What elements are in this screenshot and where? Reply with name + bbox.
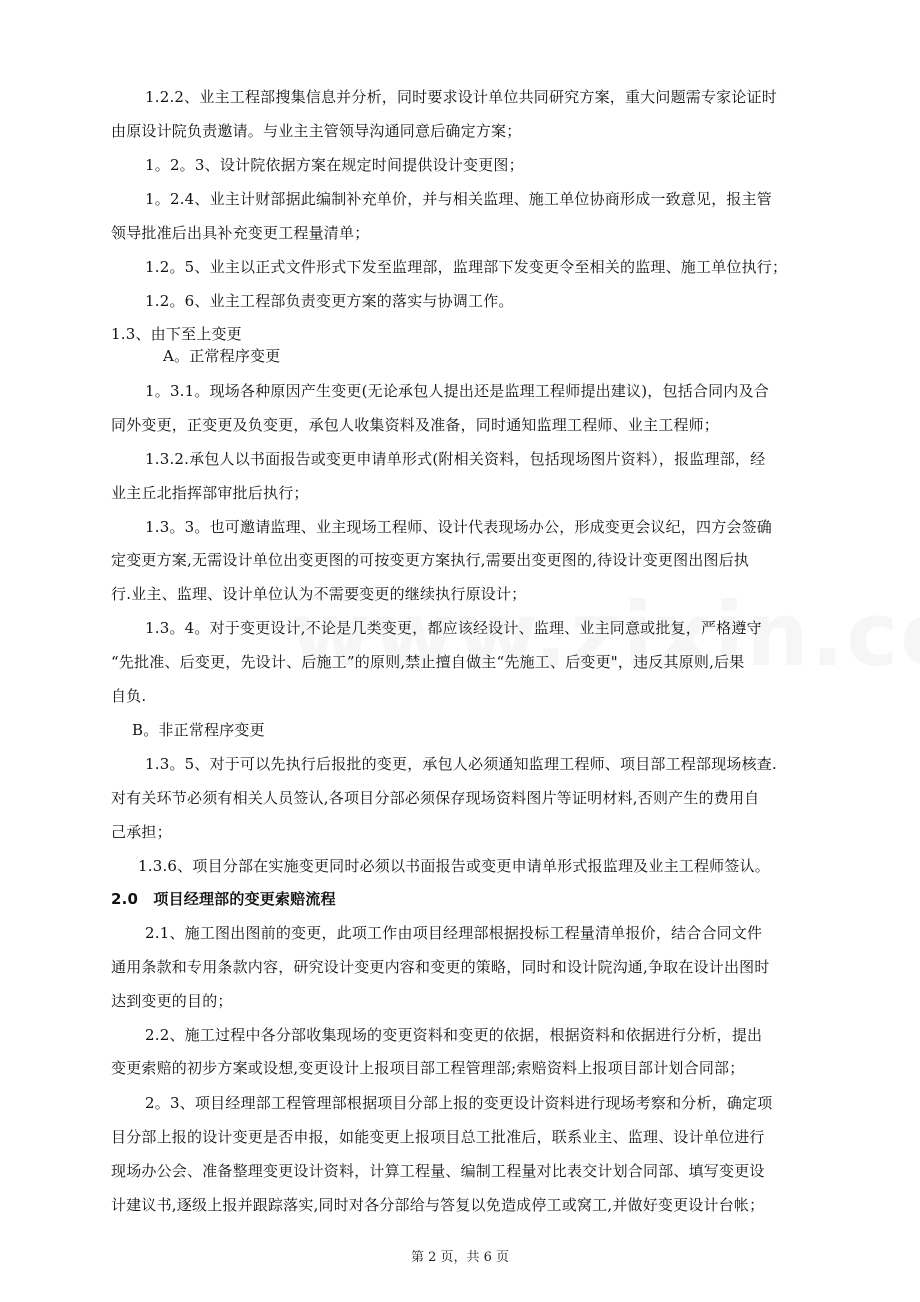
text-line: 通用条款和专用条款内容，研究设计变更内容和变更的策略，同时和设计院沟通,争取在设计出图时 [111,958,770,976]
text-line: 1。2。3、设计院依据方案在规定时间提供设计变更图； [145,156,524,174]
text-line: 由原设计院负责邀请。与业主主管领导沟通同意后确定方案； [111,122,522,140]
text-line: 领导批准后出具补充变更工程量清单； [111,224,370,242]
text-line: 2.1、施工图出图前的变更，此项工作由项目经理部根据投标工程量清单报价，结合合同文件 [145,924,763,942]
text-line: 己承担； [111,823,172,841]
text-line: 对有关环节必须有相关人员签认,各项目分部必须保存现场资料图片等证明材料,否则产生的费用自 [111,789,760,807]
text-line: 变更索赔的初步方案或设想,变更设计上报项目部工程管理部;索赔资料上报项目部计划合同部； [111,1059,745,1077]
text-line: 1。2.4、业主计财部据此编制补充单价，并与相关监理、施工单位协商形成一致意见，报主管 [145,190,773,208]
text-line: 业主丘北指挥部审批后执行； [111,484,309,502]
text-line: 目分部上报的设计变更是否申报，如能变更上报项目总工批准后，联系业主、监理、设计单位进行 [111,1128,765,1146]
text-line: 1。3.1。现场各种原因产生变更(无论承包人提出还是监理工程师提出建议)，包括合同内及合 [145,382,769,400]
text-line: 同外变更，正变更及负变更，承包人收集资料及准备，同时通知监理工程师、业主工程师； [111,416,720,434]
text-line: 达到变更的目的； [111,992,233,1010]
text-line: 计建议书,逐级上报并跟踪落实,同时对各分部给与答复以免造成停工或窝工,并做好变更设计台帐； [111,1196,765,1214]
section-heading: 2.0 项目经理部的变更索赔流程 [111,890,336,908]
text-line: 1.2.2、业主工程部搜集信息并分析，同时要求设计单位共同研究方案，重大问题需专家论证时 [145,88,777,106]
text-line: 2.2、施工过程中各分部收集现场的变更资料和变更的依据，根据资料和依据进行分析，提出 [145,1026,763,1044]
text-line: 2。3、项目经理部工程管理部根据项目分部上报的变更设计资料进行现场考察和分析，确定项 [145,1094,773,1112]
text-line: 1.3、由下至上变更 [111,325,242,343]
page-footer: 第 2 页，共 6 页 [410,1250,510,1265]
text-line: “先批准、后变更，先设计、后施工”的原则,禁止擅自做主“先施工、后变更"，违反其原则,后果 [111,653,745,671]
text-line: 现场办公会、准备整理变更设计资料，计算工程量、编制工程量对比表交计划合同部、填写变更设 [111,1162,765,1180]
text-line: 1.2。5、业主以正式文件形式下发至监理部，监理部下发变更令至相关的监理、施工单位执行； [145,258,788,276]
text-line: 1.3.2.承包人以书面报告或变更申请单形式(附相关资料，包括现场图片资料），报监理部，经 [145,450,766,468]
text-line: B。非正常程序变更 [132,721,265,739]
text-line: 1.3。4。对于变更设计,不论是几类变更，都应该经设计、监理、业主同意或批复，严格遵守 [145,619,762,637]
text-line: 定变更方案,无需设计单位出变更图的可按变更方案执行,需要出变更图的,待设计变更图出图后执 [111,551,750,569]
text-line: A。正常程序变更 [163,347,281,365]
text-line: 1.3。3。也可邀请监理、业主现场工程师、设计代表现场办公，形成变更会议纪，四方会签确 [145,518,773,536]
text-line: 1.2。6、业主工程部负责变更方案的落实与协调工作。 [145,292,514,310]
text-line: 自负. [111,687,147,705]
text-line: 1.3。5、对于可以先执行后报批的变更，承包人必须通知监理工程师、项目部工程部现场核查. [145,755,777,773]
text-line: 行.业主、监理、设计单位认为不需要变更的继续执行原设计； [111,585,527,603]
text-line: 1.3.6、项目分部在实施变更同时必须以书面报告或变更申请单形式报监理及业主工程师签认。 [138,857,770,875]
